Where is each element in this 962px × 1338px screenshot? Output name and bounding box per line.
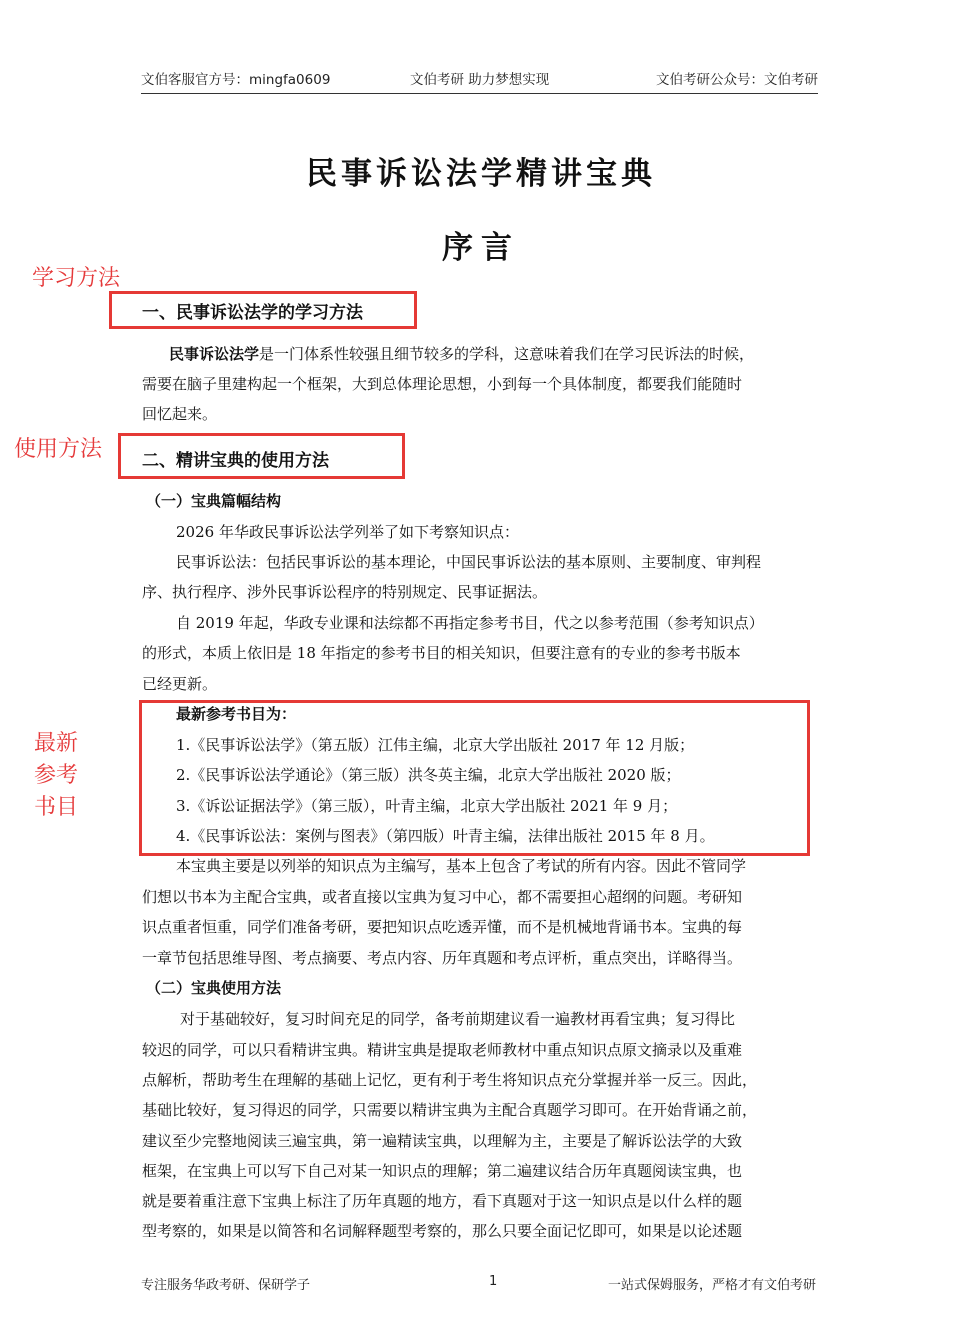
- header-left: 文伯客服官方号：mingfa0609: [141, 72, 331, 88]
- text-line: 自 2019 年起，华政专业课和法综都不再指定参考书目，代之以参考范围（参考知识点）: [176, 614, 764, 632]
- text-line: 建议至少完整地阅读三遍宝典，第一遍精读宝典，以理解为主，主要是了解诉讼法学的大致: [142, 1132, 743, 1150]
- annotation-latest-books-1: 最新: [34, 731, 79, 756]
- section1-line-1: 民事诉讼法学是一门体系性较强且细节较多的学科，这意味着我们在学习民诉法的时候，: [169, 345, 755, 363]
- subsection1-heading: （一）宝典篇幅结构: [146, 492, 282, 510]
- text-line: 点解析，帮助考生在理解的基础上记忆，更有利于考生将知识点充分掌握并举一反三。因此，: [142, 1071, 758, 1089]
- books-title: 最新参考书目为：: [176, 705, 297, 723]
- subsection2-heading: （二）宝典使用方法: [146, 979, 282, 997]
- section1-bold-term: 民事诉讼法学: [169, 345, 260, 363]
- book-item: 2.《民事诉讼法学通论》（第三版）洪冬英主编，北京大学出版社 2020 版；: [176, 766, 681, 784]
- header-right: 文伯考研公众号：文伯考研: [656, 72, 818, 88]
- book-item: 4.《民事诉讼法：案例与图表》（第四版）叶青主编，法律出版社 2015 年 8 月。: [176, 827, 715, 845]
- text-line: 的形式，本质上依旧是 18 年指定的参考书目的相关知识，但要注意有的专业的参考书版本: [142, 644, 741, 662]
- annotation-study-method: 学习方法: [32, 266, 121, 291]
- section1-line-3: 回忆起来。: [142, 405, 218, 423]
- section1-line-2: 需要在脑子里建构起一个框架，大到总体理论思想，小到每一个具体制度，都要我们能随时: [142, 375, 743, 393]
- annotation-usage-method: 使用方法: [14, 437, 103, 462]
- text-line: 就是要着重注意下宝典上标注了历年真题的地方，看下真题对于这一知识点是以什么样的题: [142, 1192, 743, 1210]
- footer-left: 专注服务华政考研、保研学子: [141, 1278, 311, 1293]
- text-line: 本宝典主要是以列举的知识点为主编写，基本上包含了考试的所有内容。因此不管同学: [176, 857, 747, 875]
- text-line: 民事诉讼法：包括民事诉讼的基本理论，中国民事诉讼法的基本原则、主要制度、审判程: [176, 553, 762, 571]
- section1-heading: 一、民事诉讼法学的学习方法: [142, 303, 363, 323]
- document-title: 民事诉讼法学精讲宝典: [306, 156, 656, 192]
- text-line: 一章节包括思维导图、考点摘要、考点内容、历年真题和考点评析，重点突出，详略得当。: [142, 949, 743, 967]
- annotation-latest-books-2: 参考: [34, 763, 79, 788]
- text-line: 基础比较好，复习得迟的同学，只需要以精讲宝典为主配合真题学习即可。在开始背诵之前，: [142, 1101, 758, 1119]
- footer-right: 一站式保姆服务，严格才有文伯考研: [607, 1278, 816, 1293]
- header-divider: [141, 93, 818, 94]
- book-item: 3.《诉讼证据法学》（第三版），叶青主编，北京大学出版社 2021 年 9 月；: [176, 797, 678, 815]
- text-line: 型考察的，如果是以简答和名词解释题型考察的，那么只要全面记忆即可，如果是以论述题: [142, 1222, 743, 1240]
- annotation-latest-books-3: 书目: [34, 795, 79, 820]
- book-item: 1.《民事诉讼法学》（第五版）江伟主编，北京大学出版社 2017 年 12 月版；: [176, 736, 695, 754]
- text-line: 较迟的同学，可以只看精讲宝典。精讲宝典是提取老师教材中重点知识点原文摘录以及重难: [142, 1041, 743, 1059]
- header-center: 文伯考研 助力梦想实现: [410, 72, 550, 88]
- page-number: 1: [489, 1274, 498, 1289]
- text-line: 识点重者恒重，同学们准备考研，要把知识点吃透弄懂，而不是机械地背诵书本。宝典的每: [142, 918, 743, 936]
- text-line: 序、执行程序、涉外民事诉讼程序的特别规定、民事证据法。: [142, 583, 548, 601]
- text-line: 已经更新。: [142, 675, 218, 693]
- text-line: 2026 年华政民事诉讼法学列举了如下考察知识点：: [176, 523, 519, 541]
- text-line: 们想以书本为主配合宝典，或者直接以宝典为复习中心，都不需要担心超纲的问题。考研知: [142, 888, 743, 906]
- text-line: 对于基础较好，复习时间充足的同学，备考前期建议看一遍教材再看宝典；复习得比: [180, 1010, 736, 1028]
- section2-heading: 二、精讲宝典的使用方法: [142, 451, 329, 471]
- text-line: 框架，在宝典上可以写下自己对某一知识点的理解；第二遍建议结合历年真题阅读宝典，也: [142, 1162, 743, 1180]
- preface-heading: 序言: [442, 230, 520, 266]
